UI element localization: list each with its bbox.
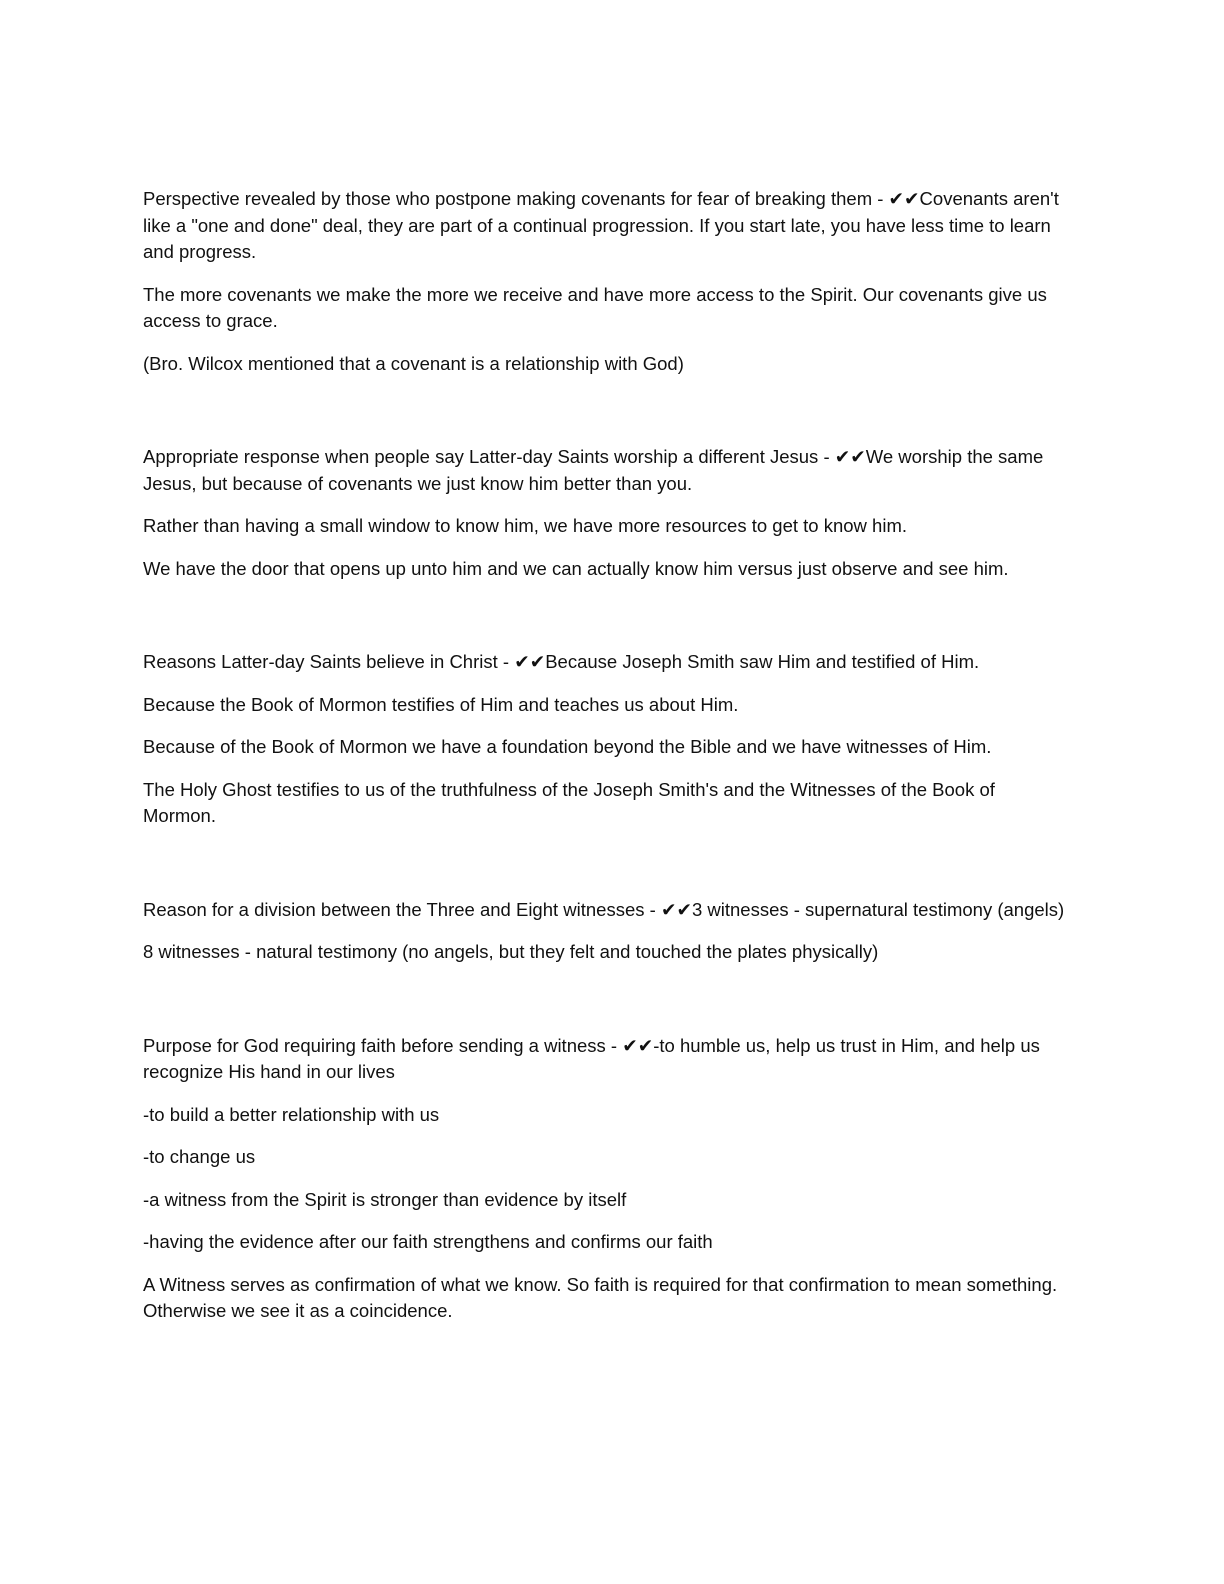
answer-paragraph: -to build a better relationship with us [143,1103,440,1125]
qa-section-different-jesus [143,444,1068,582]
answer-paragraph: 8 witnesses - natural testimony (no angels, but they felt and touched the plates physically) [143,941,879,962]
section-spacer [143,982,1068,1033]
qa-section-covenants [143,186,1068,377]
question-answer-paragraph: Reasons Latter-day Saints believe in Christ - ✔✔Because Joseph Smith saw Him and testified of Him. [143,651,980,672]
answer-paragraph: -a witness from the Spirit is stronger than evidence by itself [143,1188,627,1210]
answer-paragraph: Because of the Book of Mormon we have a foundation beyond the Bible and we have witnesses of Him. [143,736,992,757]
section-spacer [143,393,1068,444]
answer-paragraph: Rather than having a small window to know him, we have more resources to get to know him. [143,515,908,536]
section-spacer [143,598,1068,649]
question-answer-paragraph: Reason for a division between the Three and Eight witnesses - ✔✔3 witnesses - supernatural testimony (angels) [143,898,1065,920]
answer-paragraph: Because the Book of Mormon testifies of Him and teaches us about Him. [143,693,739,715]
section-spacer [143,846,1068,897]
answer-paragraph: (Bro. Wilcox mentioned that a covenant is a relationship with God) [143,352,684,374]
question-answer-paragraph: Purpose for God requiring faith before sending a witness - ✔✔-to humble us, help us trust in Him, and help us recognize His hand in our lives [143,1034,1040,1082]
question-answer-paragraph: Appropriate response when people say Latter-day Saints worship a different Jesus - ✔✔We worship the same Jesus, but because of covenants we just know him better than you. [143,446,1044,494]
qa-section-believe-in-christ [143,649,1068,830]
qa-section-witnesses [143,897,1068,966]
answer-paragraph: We have the door that opens up unto him and we can actually know him versus just observe and see him. [143,557,1009,579]
answer-paragraph: -to change us [143,1146,256,1167]
qa-section-faith-before-witness [143,1033,1068,1325]
answer-paragraph: The Holy Ghost testifies to us of the truthfulness of the Joseph Smith's and the Witnesses of the Book of Mormon. [143,778,995,826]
document-page [143,186,1068,1341]
question-answer-paragraph: Perspective revealed by those who postpone making covenants for fear of breaking them - ✔✔Covenants aren't like a "one and done" deal, they are part of a continual progression. If you start late, you have less time to learn and progress. [143,188,1059,262]
answer-paragraph: -having the evidence after our faith strengthens and confirms our faith [143,1231,713,1252]
answer-paragraph: A Witness serves as confirmation of what we know. So faith is required for that confirmation to mean something. Otherwise we see it as a coincidence. [143,1273,1058,1321]
answer-paragraph: The more covenants we make the more we receive and have more access to the Spirit. Our covenants give us access to grace. [143,283,1047,331]
